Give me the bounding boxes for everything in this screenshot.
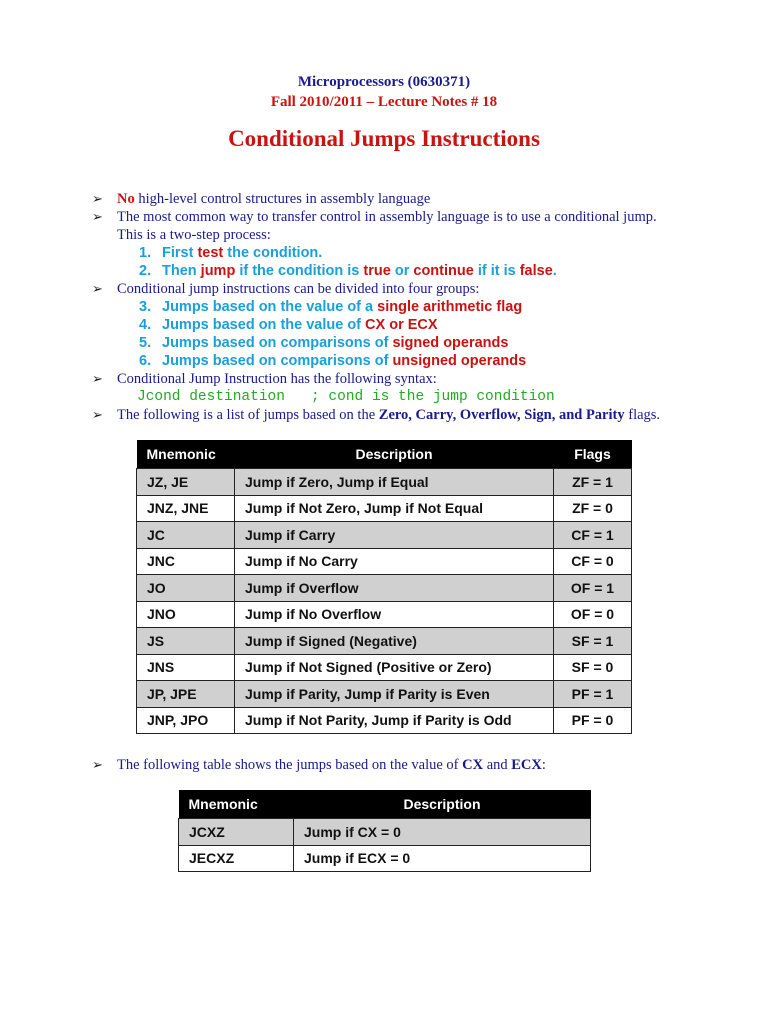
table-row	[137, 548, 632, 575]
table-cell: Jump if Not Parity, Jump if Parity is Odd	[235, 707, 554, 734]
arrow-bullet-icon: ➢	[92, 191, 103, 206]
table-cell: Jump if Signed (Negative)	[235, 628, 554, 655]
table-cell: JNP, JPO	[137, 707, 235, 734]
table-cell: JZ, JE	[137, 469, 235, 496]
step-text: if it is	[473, 263, 520, 279]
bullet-text: Conditional Jump Instruction has the following syntax:	[117, 371, 437, 387]
bullet-item	[92, 280, 712, 298]
step-text: First	[162, 245, 198, 261]
table-cell: JCXZ	[179, 819, 294, 846]
numbered-step	[92, 298, 712, 316]
flags-jump-table	[136, 440, 632, 734]
bullet-text: The following table shows the jumps based on the value of	[117, 757, 463, 773]
table-cell: PF = 1	[554, 681, 632, 708]
table-cell: Jump if ECX = 0	[294, 845, 591, 872]
step-text: continue	[413, 263, 474, 279]
course-title: Microprocessors (0630371)	[297, 74, 471, 90]
table-cell: Jump if Parity, Jump if Parity is Even	[235, 681, 554, 708]
table-cell: SF = 0	[554, 654, 632, 681]
table-cell: Jump if Zero, Jump if Equal	[235, 469, 554, 496]
table-cell: JC	[137, 522, 235, 549]
step-text: .	[552, 263, 557, 279]
table-row	[179, 819, 591, 846]
table-row	[137, 707, 632, 734]
step-text: false	[519, 263, 553, 279]
numbered-step	[92, 334, 712, 352]
table-cell: Jump if Not Zero, Jump if Not Equal	[235, 495, 554, 522]
step-text: CX or ECX	[365, 317, 438, 333]
table-row	[137, 601, 632, 628]
numbered-step	[92, 352, 712, 370]
bullet-item	[92, 756, 712, 774]
step-text: Jumps based on the value of	[162, 317, 366, 333]
bullet-text: ECX	[511, 757, 542, 773]
bullet-text: :	[541, 757, 546, 773]
table-row	[137, 522, 632, 549]
step-text: test	[197, 245, 224, 261]
table-row	[179, 845, 591, 872]
table-cell: JNO	[137, 601, 235, 628]
page-title: Conditional Jumps Instructions	[228, 126, 540, 151]
table-cell: JP, JPE	[137, 681, 235, 708]
table-row	[137, 495, 632, 522]
document-header	[0, 72, 768, 112]
step-text: jump	[200, 263, 236, 279]
bullet-text: Zero, Carry, Overflow, Sign, and Parity	[378, 407, 625, 423]
bullet-text: flags.	[624, 407, 661, 423]
step-text: single arithmetic flag	[377, 299, 523, 315]
step-number: 6.	[139, 353, 152, 369]
table-header-row	[137, 440, 632, 469]
step-number: 3.	[139, 299, 152, 315]
table-cell: JO	[137, 575, 235, 602]
table-cell: JECXZ	[179, 845, 294, 872]
bullet-item	[92, 190, 712, 208]
table-row	[137, 654, 632, 681]
step-number: 5.	[139, 335, 152, 351]
arrow-bullet-icon: ➢	[92, 209, 103, 224]
bullet-text: The following is a list of jumps based on the	[117, 407, 379, 423]
step-number: 2.	[139, 263, 152, 279]
table-cell: CF = 1	[554, 522, 632, 549]
table-header-row	[179, 790, 591, 819]
bullet-list	[92, 756, 712, 774]
bullet-text: This is a two-step process:	[117, 227, 271, 243]
table-cell: JNC	[137, 548, 235, 575]
numbered-step	[92, 262, 712, 280]
table-cell: Jump if Not Signed (Positive or Zero)	[235, 654, 554, 681]
lecture-term: Fall 2010/2011 – Lecture Notes # 18	[270, 94, 498, 110]
column-header: Description	[235, 440, 554, 469]
table-cell: JNS	[137, 654, 235, 681]
table-row	[137, 681, 632, 708]
arrow-bullet-icon: ➢	[92, 757, 103, 772]
table-cell: OF = 0	[554, 601, 632, 628]
table-row	[137, 469, 632, 496]
bullet-text: No	[117, 191, 135, 207]
arrow-bullet-icon: ➢	[92, 407, 103, 422]
table-cell: Jump if CX = 0	[294, 819, 591, 846]
bullet-text: high-level control structures in assembly language	[134, 191, 431, 207]
column-header: Mnemonic	[179, 790, 294, 819]
bullet-text: and	[483, 757, 512, 773]
step-number: 4.	[139, 317, 152, 333]
table-cell: ZF = 0	[554, 495, 632, 522]
step-text: if the condition is	[235, 263, 364, 279]
table-cell: SF = 1	[554, 628, 632, 655]
table-cell: CF = 0	[554, 548, 632, 575]
table-cell: ZF = 1	[554, 469, 632, 496]
table-cell: Jump if No Overflow	[235, 601, 554, 628]
bullet-item	[92, 370, 712, 388]
step-text: Jumps based on comparisons of	[162, 353, 393, 369]
numbered-step	[92, 244, 712, 262]
step-number: 1.	[139, 245, 152, 261]
bullet-item	[92, 406, 712, 424]
table-cell: Jump if Overflow	[235, 575, 554, 602]
table-cell: JS	[137, 628, 235, 655]
table-cell: PF = 0	[554, 707, 632, 734]
table-cell: Jump if No Carry	[235, 548, 554, 575]
column-header: Description	[294, 790, 591, 819]
column-header: Mnemonic	[137, 440, 235, 469]
step-text: or	[390, 263, 414, 279]
table-cell: Jump if Carry	[235, 522, 554, 549]
bullet-item	[92, 208, 712, 244]
step-text: unsigned operands	[392, 353, 527, 369]
table-row	[137, 575, 632, 602]
numbered-step	[92, 316, 712, 334]
syntax-code: Jcond destination ; cond is the jump condition	[137, 389, 555, 405]
bullet-list	[92, 190, 712, 424]
table-cell: OF = 1	[554, 575, 632, 602]
step-text: signed operands	[392, 335, 509, 351]
step-text: Then	[162, 263, 201, 279]
arrow-bullet-icon: ➢	[92, 281, 103, 296]
column-header: Flags	[554, 440, 632, 469]
bullet-text: CX	[462, 757, 484, 773]
cx-jump-table	[178, 790, 591, 872]
step-text: Jumps based on comparisons of	[162, 335, 393, 351]
table-row	[137, 628, 632, 655]
bullet-text: The most common way to transfer control in assembly language is to use a conditional jump.	[117, 209, 657, 225]
step-text: the condition.	[223, 245, 323, 261]
step-text: Jumps based on the value of a	[162, 299, 378, 315]
bullet-text: Conditional jump instructions can be divided into four groups:	[117, 281, 480, 297]
table-cell: JNZ, JNE	[137, 495, 235, 522]
step-text: true	[363, 263, 391, 279]
arrow-bullet-icon: ➢	[92, 371, 103, 386]
